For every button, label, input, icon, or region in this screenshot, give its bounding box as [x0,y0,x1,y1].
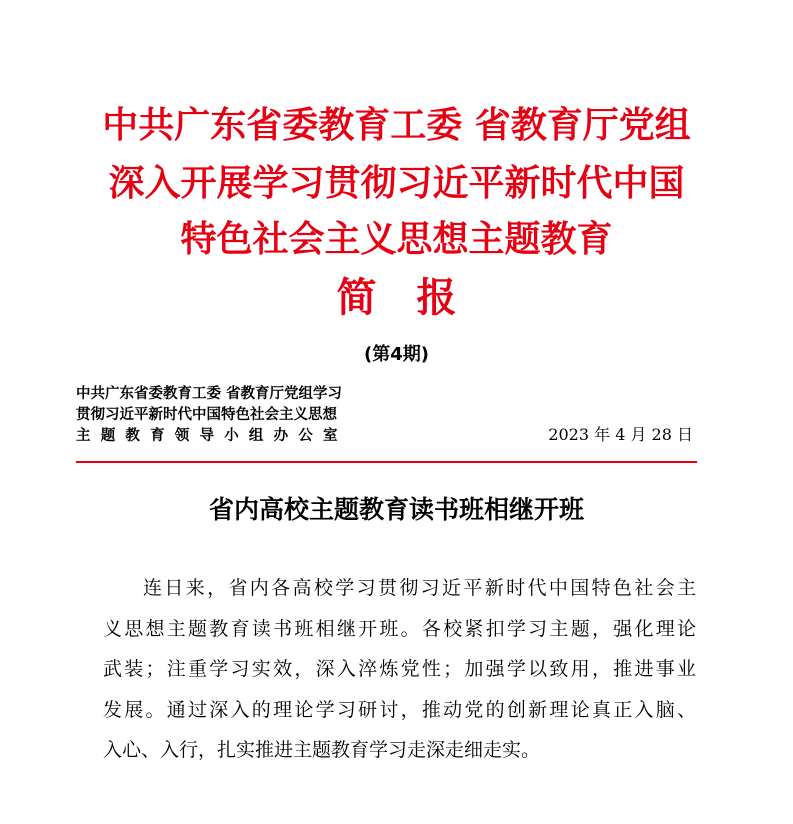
article-body-line: 武装；注重学习实效，深入淬炼党性；加强学以致用，推进事业 [103,658,696,680]
article-body-line: 发展。通过深入的理论学习研讨，推动党的创新理论真正入脑、 [103,698,696,721]
article-body-line: 义思想主题教育读书班相继开班。各校紧扣学习主题，强化理论 [103,617,696,640]
masthead-title-line-3: 特色社会主义思想主题教育 [180,219,613,260]
article-title: 省内高校主题教育读书班相继开班 [208,495,584,524]
bulletin-heading: 简报 [336,275,497,321]
article-body-line: 连日来，省内各高校学习贯彻习近平新时代中国特色社会主 [143,577,696,599]
masthead-title-line-2: 深入开展学习贯彻习近平新时代中国 [108,163,685,204]
article-body-line: 入心、入行，扎实推进主题教育学习走深走细走实。 [103,739,541,761]
article-body [103,568,696,771]
issuing-office-line-1: 中共广东省委教育工委 省教育厅党组学习 [76,386,343,402]
issuing-office [76,384,376,447]
publish-date: 2023 年 4 月 28 日 [548,425,693,444]
issuing-office-line-3: 主题教育领导小组办公室 [76,428,348,444]
issuing-office-line-2: 贯彻习近平新时代中国特色社会主义思想 [76,407,337,423]
masthead-title-line-1: 中共广东省委教育工委 省教育厅党组 [102,105,691,146]
red-divider-line [76,461,697,463]
issue-number: (第4期) [364,344,429,365]
